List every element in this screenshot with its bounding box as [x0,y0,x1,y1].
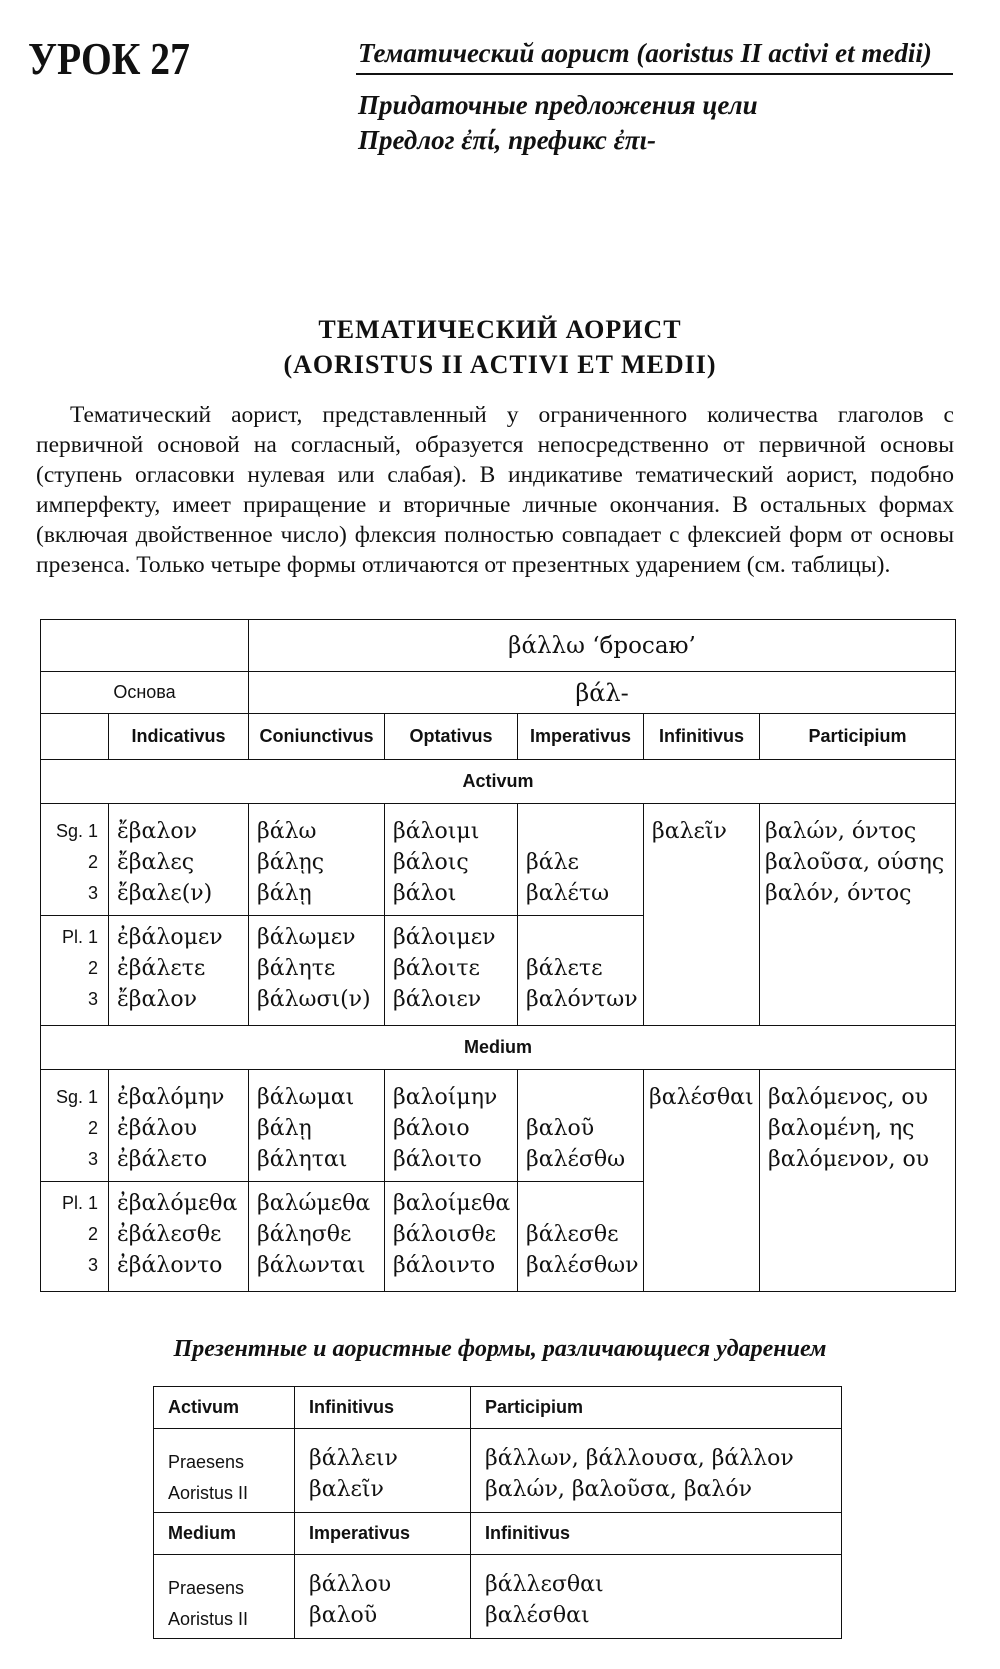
header-rule [356,73,953,75]
stem-value: βάλ- [249,672,956,714]
accent-medium-infinitivus: βάλλεσθαι βαλέσθαι [471,1555,842,1639]
activum-sg-coniunctivus: βάλω βάλῃς βάλῃ [249,804,385,916]
accent-medium-imperativus-header: Imperativus [295,1513,471,1555]
accent-activum-participium: βάλλων, βάλλουσα, βάλλον βαλών, βαλοῦσα, βαλόν [471,1429,842,1513]
medium-pl-optativus: βαλοίμεθα βάλοισθε βάλοιντο [385,1182,518,1292]
medium-sg-imperativus: βαλοῦ βαλέσθω [518,1070,644,1182]
col-infinitivus: Infinitivus [644,714,760,760]
medium-participium: βαλόμενος, ου βαλομένη, ης βαλόμενον, ου [760,1070,956,1292]
accent-activum-labels: Praesens Aoristus II [154,1429,295,1513]
empty-label-cell [41,714,109,760]
col-participium: Participium [760,714,956,760]
accent-medium-labels: Praesens Aoristus II [154,1555,295,1639]
paradigm-table [40,619,956,1292]
voice-activum: Activum [41,760,956,804]
accent-table [153,1386,842,1639]
accent-medium-header: Medium [154,1513,295,1555]
medium-sg-coniunctivus: βάλωμαι βάλῃ βάληται [249,1070,385,1182]
activum-pl-indicativus: ἐβάλομεν ἐβάλετε ἔβαλον [109,916,249,1026]
activum-pl-optativus: βάλοιμεν βάλοιτε βάλοιεν [385,916,518,1026]
medium-sg-indicativus: ἐβαλόμην ἐβάλου ἐβάλετο [109,1070,249,1182]
accent-activum-infinitivus: βάλλειν βαλεῖν [295,1429,471,1513]
activum-sg-imperativus: βάλε βαλέτω [518,804,644,916]
header-topic-1: Тематический аорист (aoristus II activi et medii) [358,38,932,68]
activum-infinitivus: βαλεῖν [644,804,760,1026]
col-imperativus: Imperativus [518,714,644,760]
person-labels: Sg. 1 2 3 [41,1070,109,1182]
section-subtitle: (AORISTUS II ACTIVI ET MEDII) [283,350,717,379]
section-paragraph: Тематический аорист, представленный у ограниченного количества глаголов с первичной основой на согласный, образуется непосредственно от первичной основы (ступень огласовки нулевая или слабая). В индикативе тематический аорист, подобно имперфекту, имеет приращение и вторичные личные окончания. В остальных формах (включая двойственное число) флексия полностью совпадает с флексией форм от основы презенса. Только четыре формы отличаются от презентных ударением (см. таблицы). [36,402,954,578]
header-topic-2: Придаточные предложения цели [358,90,758,120]
medium-pl-coniunctivus: βαλώμεθα βάλησθε βάλωνται [249,1182,385,1292]
person-labels: Sg. 1 2 3 [41,804,109,916]
accent-activum-header: Activum [154,1387,295,1429]
stem-label: Основа [41,672,249,714]
activum-sg-indicativus: ἔβαλον ἔβαλες ἔβαλε(ν) [109,804,249,916]
activum-pl-imperativus: βάλετε βαλόντων [518,916,644,1026]
verb-heading: βάλλω ‘бросаю’ [249,620,956,672]
person-labels: Pl. 1 2 3 [41,1182,109,1292]
empty-corner-cell [41,620,249,672]
section-title: ТЕМАТИЧЕСКИЙ АОРИСТ [318,315,682,344]
header-topic-3: Предлог ἐπί, префикс ἐπι- [358,125,656,155]
accent-medium-infinitivus-header: Infinitivus [471,1513,842,1555]
activum-sg-optativus: βάλοιμι βάλοις βάλοι [385,804,518,916]
col-indicativus: Indicativus [109,714,249,760]
accent-medium-imperativus: βάλλου βαλοῦ [295,1555,471,1639]
voice-medium: Medium [41,1026,956,1070]
col-optativus: Optativus [385,714,518,760]
medium-pl-indicativus: ἐβαλόμεθα ἐβάλεσθε ἐβάλοντο [109,1182,249,1292]
accent-activum-infinitivus-header: Infinitivus [295,1387,471,1429]
activum-pl-coniunctivus: βάλωμεν βάλητε βάλωσι(ν) [249,916,385,1026]
medium-infinitivus: βαλέσθαι [644,1070,760,1292]
medium-sg-optativus: βαλοίμην βάλοιο βάλοιτο [385,1070,518,1182]
activum-participium: βαλών, όντος βαλοῦσα, ούσης βαλόν, όντος [760,804,956,1026]
medium-pl-imperativus: βάλεσθε βαλέσθων [518,1182,644,1292]
col-coniunctivus: Coniunctivus [249,714,385,760]
accent-table-title: Презентные и аористные формы, различающиеся ударением [173,1336,827,1362]
accent-activum-participium-header: Participium [471,1387,842,1429]
person-labels: Pl. 1 2 3 [41,916,109,1026]
lesson-number: УРОК 27 [28,33,190,84]
